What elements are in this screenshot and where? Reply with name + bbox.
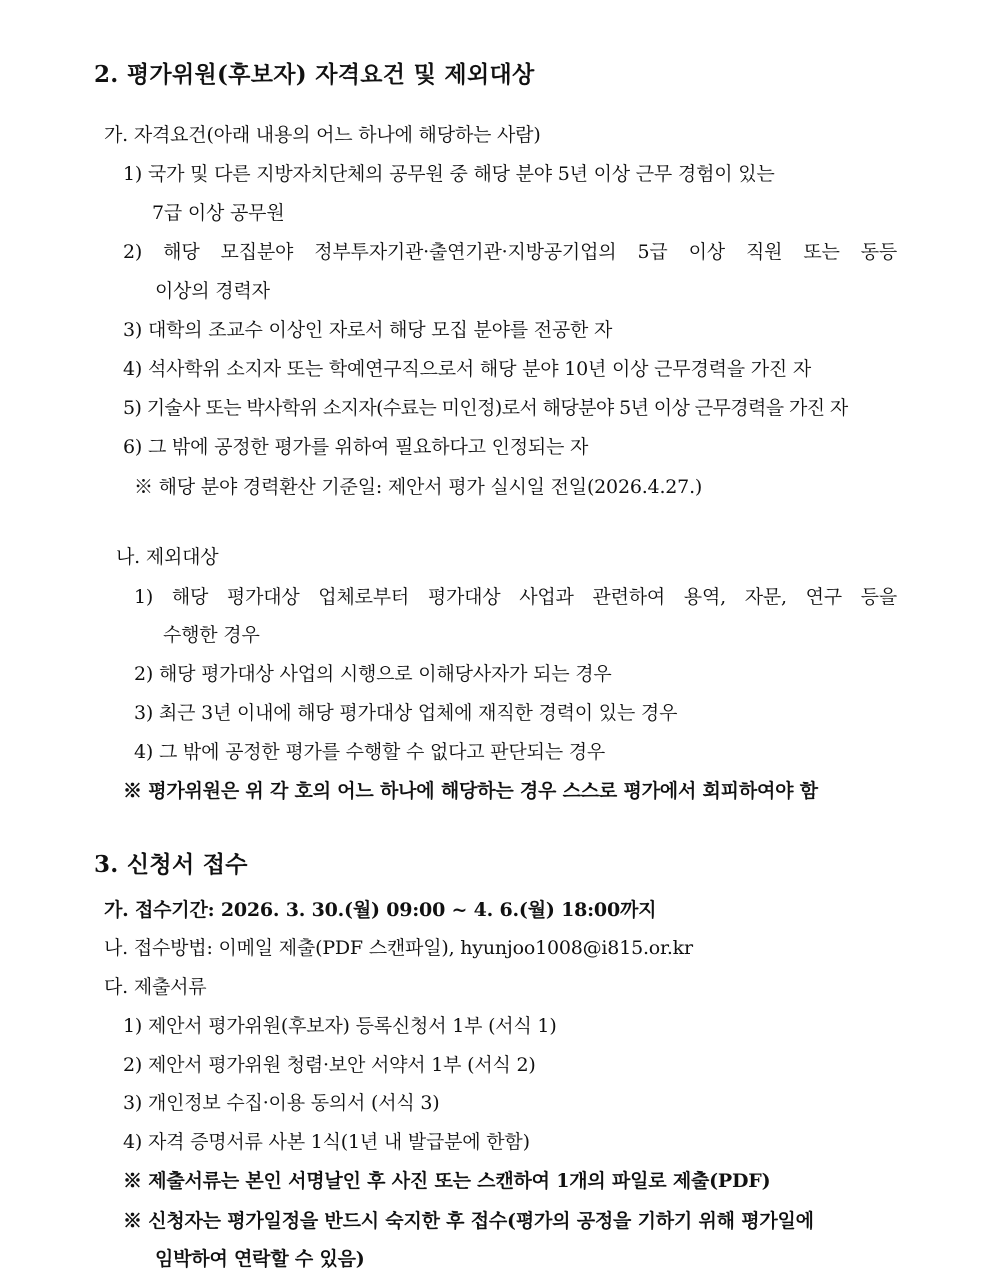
application-period: 가. 접수기간: 2026. 3. 30.(월) 09:00 ~ 4. 6.(월) 18:00까지 <box>104 899 657 921</box>
word: 관련하여 <box>592 586 666 608</box>
eligibility-note: ※ 해당 분야 경력환산 기준일: 제안서 평가 실시일 전일(2026.4.27.) <box>134 476 703 498</box>
document-item-4: 4) 자격 증명서류 사본 1식(1년 내 발급분에 한함) <box>123 1131 530 1153</box>
exclusion-item-3: 3) 최근 3년 이내에 해당 평가대상 업체에 재직한 경력이 있는 경우 <box>134 702 678 724</box>
application-method: 나. 접수방법: 이메일 제출(PDF 스캔파일), hyunjoo1008@i815.or.kr <box>104 937 693 959</box>
document-item-2: 2) 제안서 평가위원 청렴·보안 서약서 1부 (서식 2) <box>123 1054 536 1076</box>
exclusion-item-1-cont: 수행한 경우 <box>163 624 260 646</box>
word: 모집분야 <box>220 241 294 263</box>
exclusion-item-1 <box>134 584 897 610</box>
documents-note-1: ※ 제출서류는 본인 서명날인 후 사진 또는 스캔하여 1개의 파일로 제출(PDF) <box>123 1170 771 1192</box>
word: 등을 <box>860 586 897 608</box>
word: 5급 <box>637 241 668 263</box>
word: 사업과 <box>519 586 574 608</box>
word: 또는 <box>803 241 840 263</box>
eligibility-label: 가. 자격요건(아래 내용의 어느 하나에 해당하는 사람) <box>104 124 541 146</box>
exclusion-label: 나. 제외대상 <box>116 546 219 568</box>
word: 용역, <box>683 586 726 608</box>
eligibility-item-2 <box>123 239 897 265</box>
document-item-3: 3) 개인정보 수집·이용 동의서 (서식 3) <box>123 1092 440 1114</box>
eligibility-item-1: 1) 국가 및 다른 지방자치단체의 공무원 중 해당 분야 5년 이상 근무 경험이 있는 <box>123 163 775 185</box>
eligibility-item-6: 6) 그 밖에 공정한 평가를 위하여 필요하다고 인정되는 자 <box>123 436 589 458</box>
eligibility-item-2-cont: 이상의 경력자 <box>155 280 270 302</box>
word: 평가대상 <box>226 586 300 608</box>
eligibility-item-3: 3) 대학의 조교수 이상인 자로서 해당 모집 분야를 전공한 자 <box>123 319 613 341</box>
documents-note-2: ※ 신청자는 평가일정을 반드시 숙지한 후 접수(평가의 공정을 기하기 위해 평가일에 <box>123 1210 814 1232</box>
section-2-title: 2. 평가위원(후보자) 자격요건 및 제외대상 <box>94 61 535 88</box>
word: 정부투자기관·출연기관·지방공기업의 <box>314 241 617 263</box>
word: 1) <box>134 586 154 608</box>
eligibility-item-4: 4) 석사학위 소지자 또는 학예연구직으로서 해당 분야 10년 이상 근무경력을 가진 자 <box>123 358 812 380</box>
word: 평가대상 <box>427 586 501 608</box>
document-item-1: 1) 제안서 평가위원(후보자) 등록신청서 1부 (서식 1) <box>123 1015 557 1037</box>
word: 해당 <box>171 586 209 608</box>
word: 해당 <box>163 241 200 263</box>
exclusion-item-4: 4) 그 밖에 공정한 평가를 수행할 수 없다고 판단되는 경우 <box>134 741 606 763</box>
eligibility-item-1-cont: 7급 이상 공무원 <box>152 202 285 224</box>
word: 직원 <box>745 241 783 263</box>
word: 연구 <box>805 586 842 608</box>
word: 2) <box>123 241 143 263</box>
eligibility-item-5: 5) 기술사 또는 박사학위 소지자(수료는 미인정)로서 해당분야 5년 이상 근무경력을 가진 자 <box>123 397 848 419</box>
word: 이상 <box>688 241 725 263</box>
exclusion-item-2: 2) 해당 평가대상 사업의 시행으로 이해당사자가 되는 경우 <box>134 663 612 685</box>
documents-note-2-cont: 임박하여 연락할 수 있음) <box>155 1248 365 1270</box>
word: 동등 <box>860 241 897 263</box>
exclusion-note: ※ 평가위원은 위 각 호의 어느 하나에 해당하는 경우 스스로 평가에서 회피하여야 함 <box>123 780 818 802</box>
section-3-title: 3. 신청서 접수 <box>94 851 248 878</box>
required-documents-label: 다. 제출서류 <box>104 976 207 998</box>
word: 업체로부터 <box>318 586 410 608</box>
word: 자문, <box>744 586 787 608</box>
